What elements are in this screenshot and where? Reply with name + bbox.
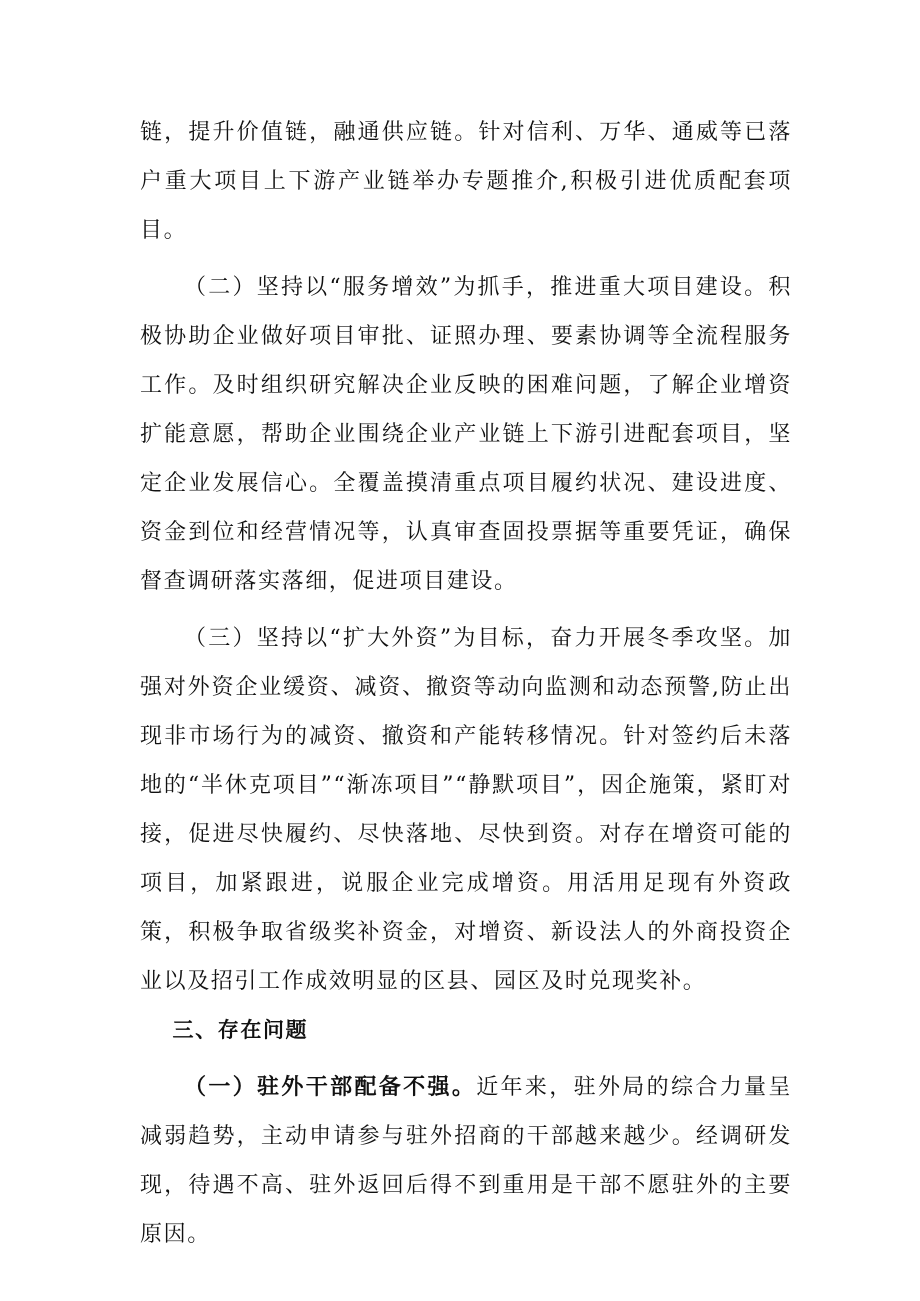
section-heading-existing-problems: 三、存在问题 [172,1018,309,1042]
paragraph-issue-one [140,1063,792,1259]
issue-one-body: 近年来，驻外局的综合力量呈减弱趋势，主动申请参与驻外招商的干部越来越少。经调研发现，待遇不高、驻外返回后得不到重用是干部不愿驻外的主要原因。 [140,1075,792,1247]
document-body [140,108,792,1259]
issue-one-lead: （一）驻外干部配备不强。 [184,1075,477,1100]
paragraph-expand-foreign-capital: （三）坚持以“扩大外资”为目标，奋力开展冬季攻坚。加强对外资企业缓资、减资、撤资等动向监测和动态预警,防止出现非市场行为的减资、撤资和产能转移情况。针对签约后未落地的“半休克项目”“渐冻项目”“静默项目”，因企施策，紧盯对接，促进尽快履约、尽快落地、尽快到资。对存在增资可能的项目，加紧跟进，说服企业完成增资。用活用足现有外资政策，积极争取省级奖补资金，对增资、新设法人的外商投资企业以及招引工作成效明显的区县、园区及时兑现奖补。 [140,626,792,994]
paragraph-service-efficiency: （二）坚持以“服务增效”为抓手，推进重大项目建设。积极协助企业做好项目审批、证照办理、要素协调等全流程服务工作。及时组织研究解决企业反映的困难问题，了解企业增资扩能意愿，帮助企业围绕企业产业链上下游引进配套项目，坚定企业发展信心。全覆盖摸清重点项目履约状况、建设进度、资金到位和经营情况等，认真审查固投票据等重要凭证，确保督查调研落实落细，促进项目建设。 [140,275,792,594]
paragraph-continued: 链，提升价值链，融通供应链。针对信利、万华、通威等已落户重大项目上下游产业链举办专题推介,积极引进优质配套项目。 [140,120,792,243]
